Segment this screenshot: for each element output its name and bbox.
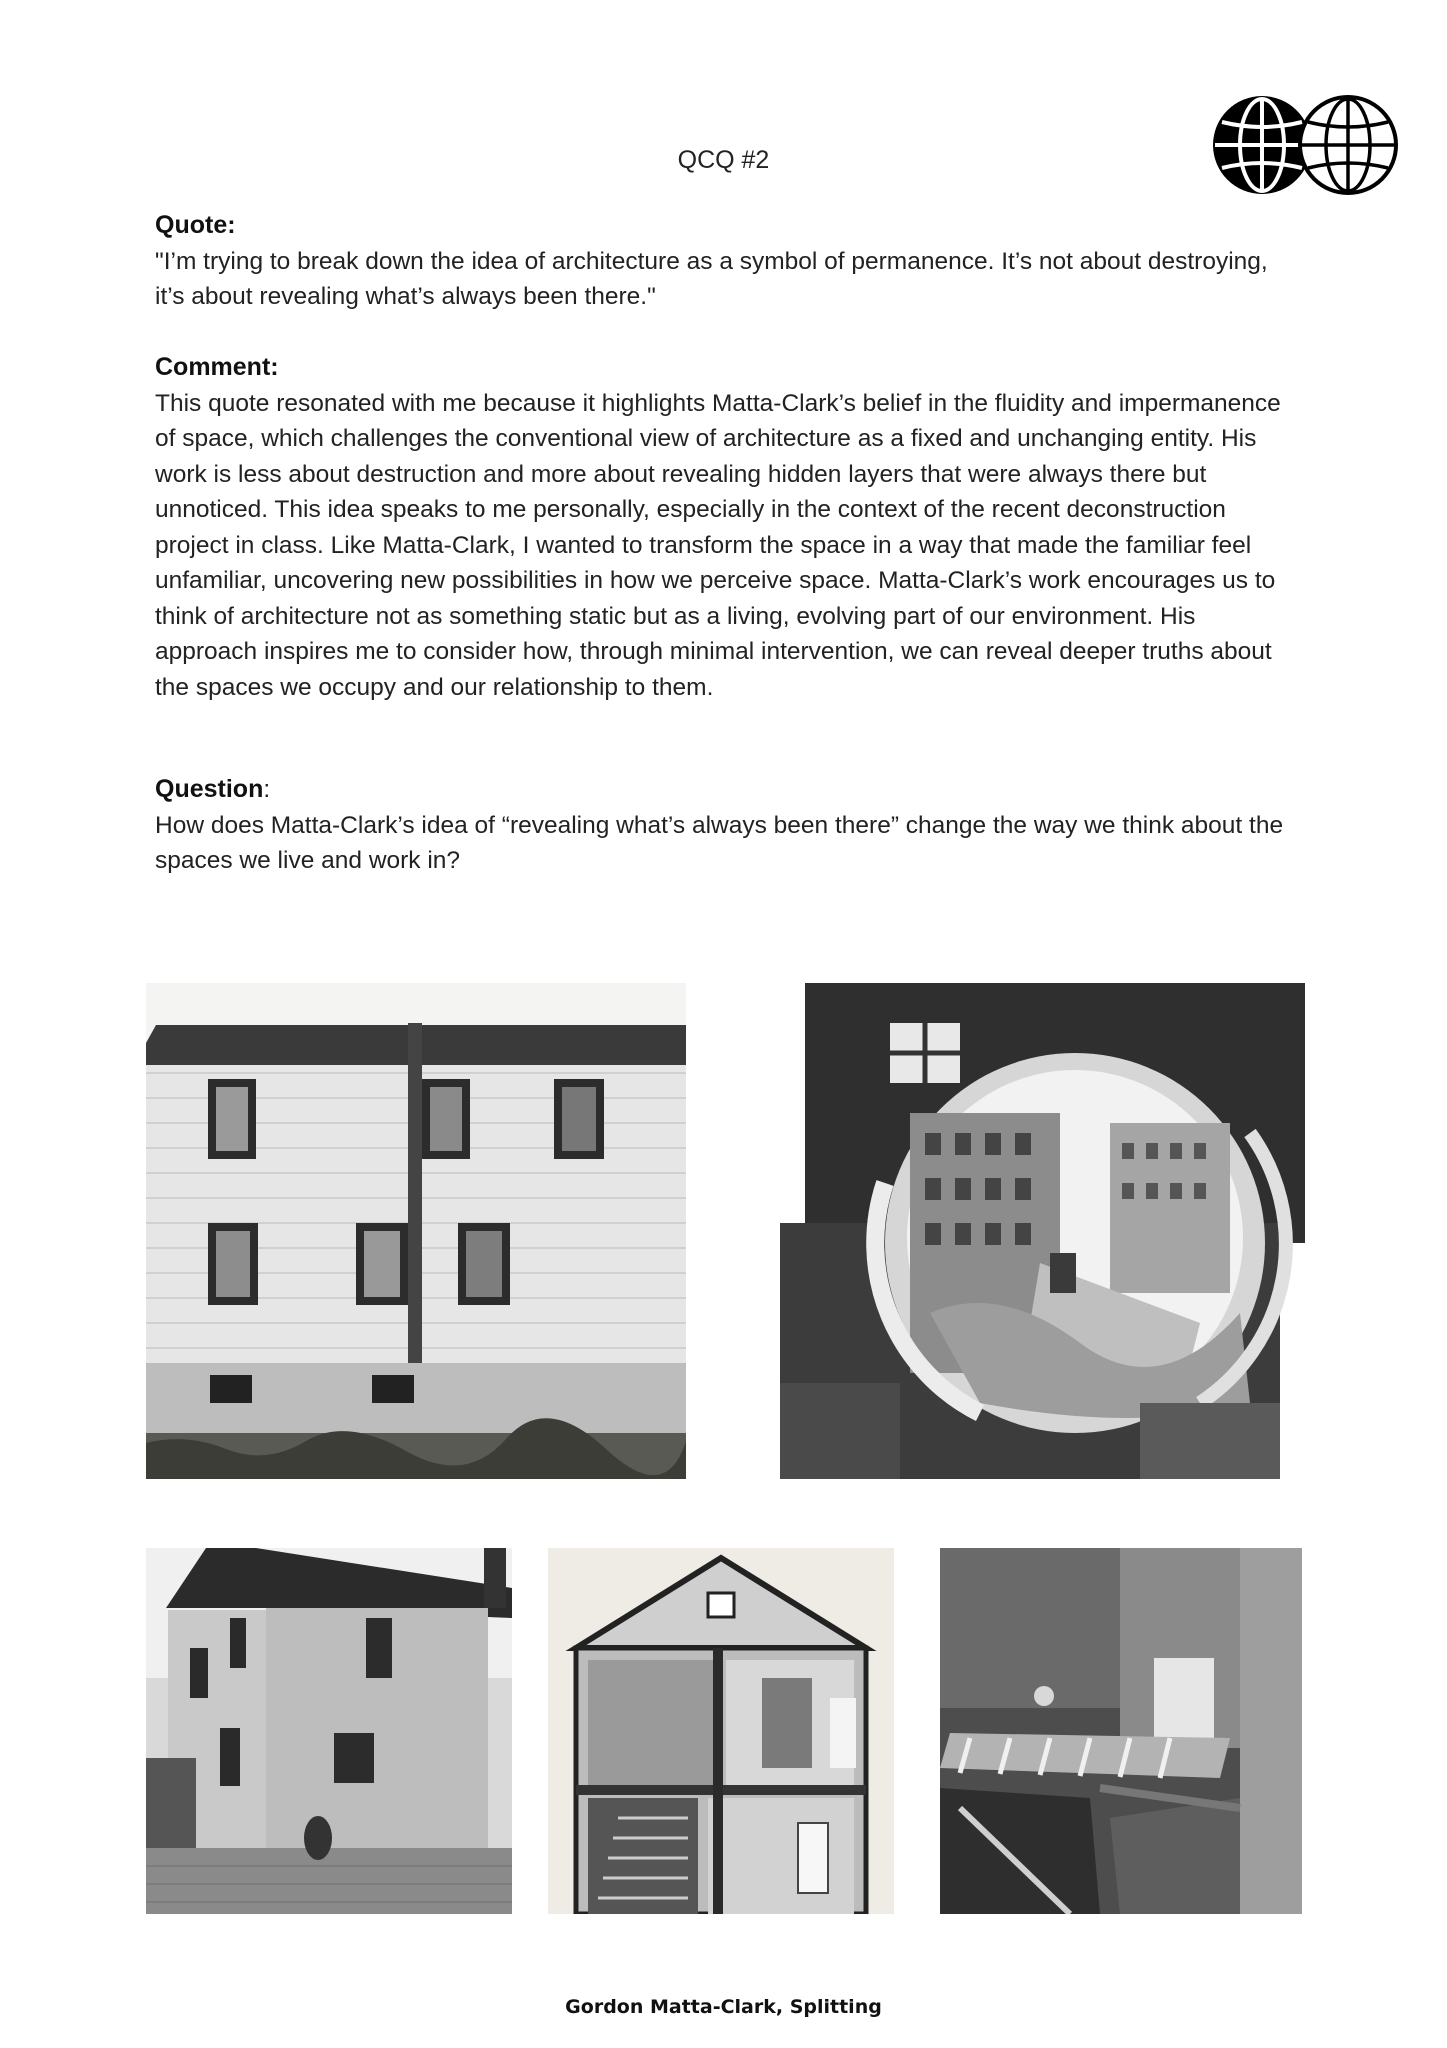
photo-split-house-facade (146, 983, 686, 1479)
photo-interior-cut-floors (940, 1548, 1302, 1914)
quote-text: "I’m trying to break down the idea of architecture as a symbol of permanence. It’s not about destroying, it’s about revealing what’s always been there." (155, 247, 1268, 310)
photo-house-side-view (146, 1548, 512, 1914)
question-text: How does Matta-Clark’s idea of “revealing what’s always been there” change the way we think about the spaces we live and work in? (155, 811, 1284, 874)
photo-conical-intersect-collage (780, 983, 1308, 1479)
quote-heading: Quote: (155, 211, 236, 239)
comment-heading: Comment: (155, 353, 279, 381)
comment-section (155, 350, 1295, 705)
question-colon: : (263, 776, 271, 803)
quote-section (155, 208, 1295, 315)
photo-house-interior-section (548, 1548, 894, 1914)
question-section (155, 772, 1295, 879)
double-globe-icon (1210, 92, 1400, 198)
question-heading: Question (155, 775, 264, 803)
page-title: QCQ #2 (677, 146, 770, 174)
comment-text: This quote resonated with me because it highlights Matta-Clark’s belief in the fluidity and impermanence of space, which challenges the conventional view of architecture as a fixed and unchanging entity. His work is less about destruction and more about revealing hidden layers that were always there but unnoticed. This idea speaks to me personally, especially in the context of the recent deconstruction project in class. Like Matta-Clark, I wanted to transform the space in a way that made the familiar feel unfamiliar, uncovering new possibilities in how we perceive space. Matta-Clark’s work encourages us to think of architecture not as something static but as a living, evolving part of our environment. His approach inspires me to consider how, through minimal intervention, we can reveal deeper truths about the spaces we occupy and our relationship to them. (155, 389, 1281, 701)
image-caption: Gordon Matta-Clark, Splitting (565, 1996, 882, 2018)
